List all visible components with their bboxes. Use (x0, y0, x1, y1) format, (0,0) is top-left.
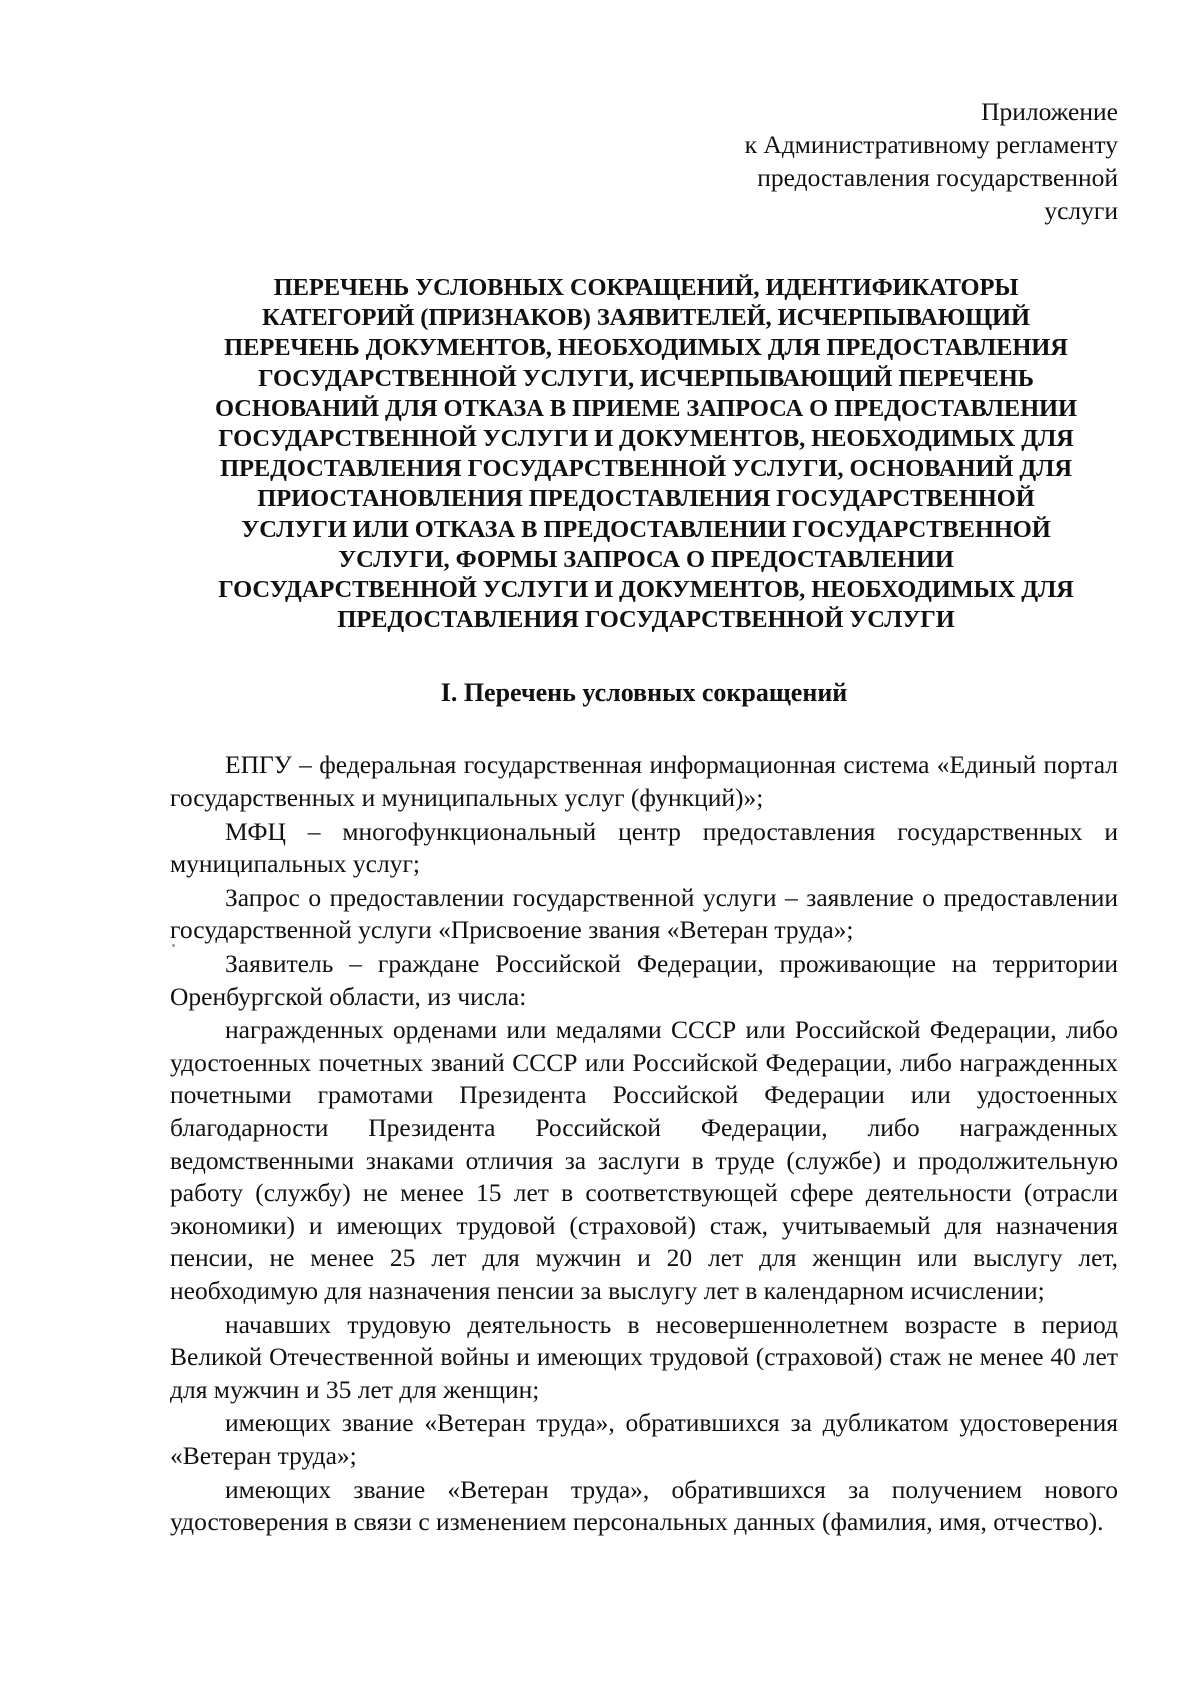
title-line: УСЛУГИ ИЛИ ОТКАЗА В ПРЕДОСТАВЛЕНИИ ГОСУДАРСТВЕННОЙ (241, 515, 1051, 543)
document-body (170, 749, 1118, 1538)
title-line: ГОСУДАРСТВЕННОЙ УСЛУГИ И ДОКУМЕНТОВ, НЕОБХОДИМЫХ ДЛЯ (218, 425, 1074, 453)
title-line: УСЛУГИ, ФОРМЫ ЗАПРОСА О ПРЕДОСТАВЛЕНИИ (338, 545, 954, 573)
section-heading: I. Перечень условных сокращений (440, 678, 848, 708)
paragraph-request: Запрос о предоставлении государственной услуги – заявление о предоставлении государственной услуги «Присвоение звания «Ветеран труда»; (170, 882, 1118, 945)
appendix-line: услуги (1044, 196, 1118, 225)
paragraph-new-certificate: имеющих звание «Ветеран труда», обратившихся за получением нового удостоверения в связи с изменением персональных данных (фамилия, имя, отчество). (170, 1474, 1118, 1537)
appendix-header (170, 95, 1118, 227)
title-line: ПЕРЕЧЕНЬ УСЛОВНЫХ СОКРАЩЕНИЙ, ИДЕНТИФИКАТОРЫ (273, 274, 1019, 301)
title-line: ПРЕДОСТАВЛЕНИЯ ГОСУДАРСТВЕННОЙ УСЛУГИ (337, 606, 955, 634)
paragraph-applicant: Заявитель – граждане Российской Федерации, проживающие на территории Оренбургской области, из числа: (170, 949, 1118, 1011)
appendix-line: Приложение (981, 97, 1118, 126)
paragraph-awarded: награжденных орденами или медалями СССР или Российской Федерации, либо удостоенных почетных званий СССР или Российской Федерации, либо награжденных почетными грамотами Президента Российской Федерации или удостоенных благодарности Президента Российской Федерации, либо награжденных ведомственными знаками отличия за заслуги в труде (службе) и продолжительную работу (службу) не менее 15 лет в соответствующей сфере деятельности (отрасли экономики) и имеющих трудовой (страховой) стаж, учитываемый для назначения пенсии, не менее 25 лет для мужчин и 20 лет для женщин или выслугу лет, необходимую для назначения пенсии за выслугу лет в календарном исчислении; (170, 1015, 1118, 1305)
title-line: ПРЕДОСТАВЛЕНИЯ ГОСУДАРСТВЕННОЙ УСЛУГИ, ОСНОВАНИЙ ДЛЯ (220, 455, 1072, 483)
title-line: ПРИОСТАНОВЛЕНИЯ ПРЕДОСТАВЛЕНИЯ ГОСУДАРСТВЕННОЙ (257, 485, 1035, 513)
title-line: ПЕРЕЧЕНЬ ДОКУМЕНТОВ, НЕОБХОДИМЫХ ДЛЯ ПРЕДОСТАВЛЕНИЯ (224, 334, 1068, 362)
scan-speck (172, 944, 175, 947)
appendix-line: к Административному регламенту (744, 130, 1118, 159)
paragraph-wartime-workers: начавших трудовую деятельность в несовершеннолетнем возрасте в период Великой Отечественной войны и имеющих трудовой (страховой) стаж не менее 40 лет для мужчин и 35 лет для женщин; (170, 1309, 1118, 1404)
document-title (170, 273, 1118, 635)
title-line: ГОСУДАРСТВЕННОЙ УСЛУГИ, ИСЧЕРПЫВАЮЩИЙ ПЕРЕЧЕНЬ (258, 364, 1034, 392)
paragraph-epgu: ЕПГУ – федеральная государственная информационная система «Единый портал государственных и муниципальных услуг (функций)»; (170, 750, 1118, 813)
paragraph-mfc: МФЦ – многофункциональный центр предоставления государственных и муниципальных услуг; (170, 816, 1118, 879)
title-line: КАТЕГОРИЙ (ПРИЗНАКОВ) ЗАЯВИТЕЛЕЙ, ИСЧЕРПЫВАЮЩИЙ (262, 304, 1030, 332)
paragraph-duplicate: имеющих звание «Ветеран труда», обратившихся за дубликатом удостоверения «Ветеран труда»; (170, 1408, 1118, 1470)
appendix-line: предоставления государственной (757, 163, 1118, 192)
title-line: ОСНОВАНИЙ ДЛЯ ОТКАЗА В ПРИЕМЕ ЗАПРОСА О ПРЕДОСТАВЛЕНИИ (215, 394, 1077, 422)
title-line: ГОСУДАРСТВЕННОЙ УСЛУГИ И ДОКУМЕНТОВ, НЕОБХОДИМЫХ ДЛЯ (218, 576, 1074, 604)
